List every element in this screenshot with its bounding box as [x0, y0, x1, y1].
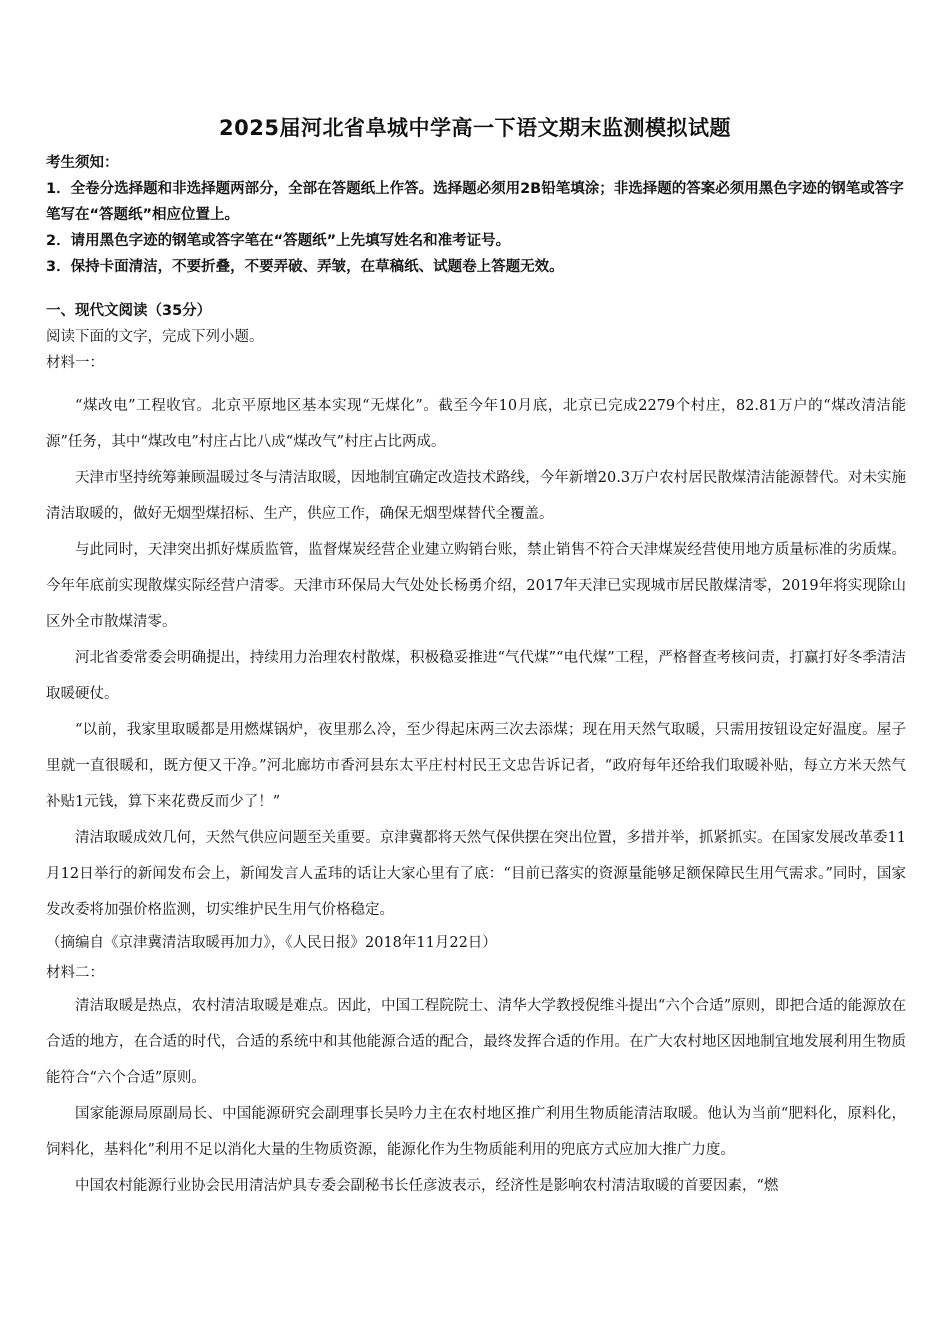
reading-section-header [46, 298, 906, 376]
notice-item-3: 3．保持卡面清洁，不要折叠，不要弄破、弄皱，在草稿纸、试题卷上答题无效。 [46, 259, 564, 275]
material2-label: 材料二： [46, 965, 104, 981]
exam-title: 2025届河北省阜城中学高一下语文期末监测模拟试题 [219, 116, 731, 140]
material1-paragraph: 河北省委常委会明确提出，持续用力治理农村散煤，积极稳妥推进“气代煤”“电代煤”工程，严格督查考核问责，打赢打好冬季清洁取暖硬仗。 [46, 650, 906, 702]
material1-source: （摘编自《京津冀清洁取暖再加力》，《人民日报》2018年11月22日） [46, 935, 497, 951]
reading-body [46, 388, 906, 1204]
material2-paragraph: 中国农村能源行业协会民用清洁炉具专委会副秘书长任彦波表示，经济性是影响农村清洁取暖的首要因素，“燃 [75, 1178, 779, 1194]
material1-paragraph: 清洁取暖成效几何，天然气供应问题至关重要。京津冀都将天然气保供摆在突出位置，多措并举，抓紧抓实。在国家发展改革委11月12日举行的新闻发布会上，新闻发言人孟玮的话让大家心里有了底：“目前已落实的资源量能够足额保障民生用气需求。”同时，国家发改委将加强价格监测，切实维护民生用气价格稳定。 [46, 830, 906, 918]
material2-paragraph: 国家能源局原副局长、中国能源研究会副理事长吴吟力主在农村地区推广利用生物质能清洁取暖。他认为当前“肥料化，原料化，饲料化，基料化”利用不足以消化大量的生物质资源，能源化作为生物质能利用的兜底方式应加大推广力度。 [46, 1106, 906, 1158]
material1-label: 材料一： [46, 355, 104, 371]
material1-paragraph: “煤改电”工程收官。北京平原地区基本实现“无煤化”。截至今年10月底，北京已完成2279个村庄，82.81万户的“煤改清洁能源”任务，其中“煤改电”村庄占比八成“煤改气”村庄占比两成。 [46, 398, 906, 450]
notice-item-2: 2．请用黑色字迹的钢笔或答字笔在“答题纸”上先填写姓名和准考证号。 [46, 233, 511, 249]
section-heading: 一、现代文阅读（35分） [46, 303, 212, 319]
section-instruction: 阅读下面的文字，完成下列小题。 [46, 329, 264, 345]
material2-paragraph: 清洁取暖是热点，农村清洁取暖是难点。因此，中国工程院院士、清华大学教授倪维斗提出“六个合适”原则，即把合适的能源放在合适的地方，在合适的时代，合适的系统中和其他能源合适的配合，最终发挥合适的作用。在广大农村地区因地制宜地发展利用生物质能符合“六个合适”原则。 [46, 998, 906, 1086]
notice-item-1: 1．全卷分选择题和非选择题两部分，全部在答题纸上作答。选择题必须用2B铅笔填涂；非选择题的答案必须用黑色字迹的钢笔或答字笔写在“答题纸”相应位置上。 [46, 181, 904, 223]
candidate-notice [46, 150, 906, 280]
material1-paragraph: 与此同时，天津突出抓好煤质监管，监督煤炭经营企业建立购销台账，禁止销售不符合天津煤炭经营使用地方质量标准的劣质煤。今年年底前实现散煤实际经营户清零。天津市环保局大气处处长杨勇介绍，2017年天津已实现城市居民散煤清零，2019年将实现除山区外全市散煤清零。 [46, 542, 906, 630]
notice-heading: 考生须知： [46, 155, 119, 171]
material1-paragraph: “以前，我家里取暖都是用燃煤锅炉，夜里那么冷，至少得起床两三次去添煤；现在用天然气取暖，只需用按钮设定好温度。屋子里就一直很暖和，既方便又干净。”河北廊坊市香河县东太平庄村村民王文忠告诉记者，“政府每年还给我们取暖补贴，每立方米天然气补贴1元钱，算下来花费反而少了！” [46, 722, 906, 810]
material1-paragraph: 天津市坚持统筹兼顾温暖过冬与清洁取暖，因地制宜确定改造技术路线，今年新增20.3万户农村居民散煤清洁能源替代。对未实施清洁取暖的，做好无烟型煤招标、生产，供应工作，确保无烟型煤替代全覆盖。 [46, 470, 906, 522]
